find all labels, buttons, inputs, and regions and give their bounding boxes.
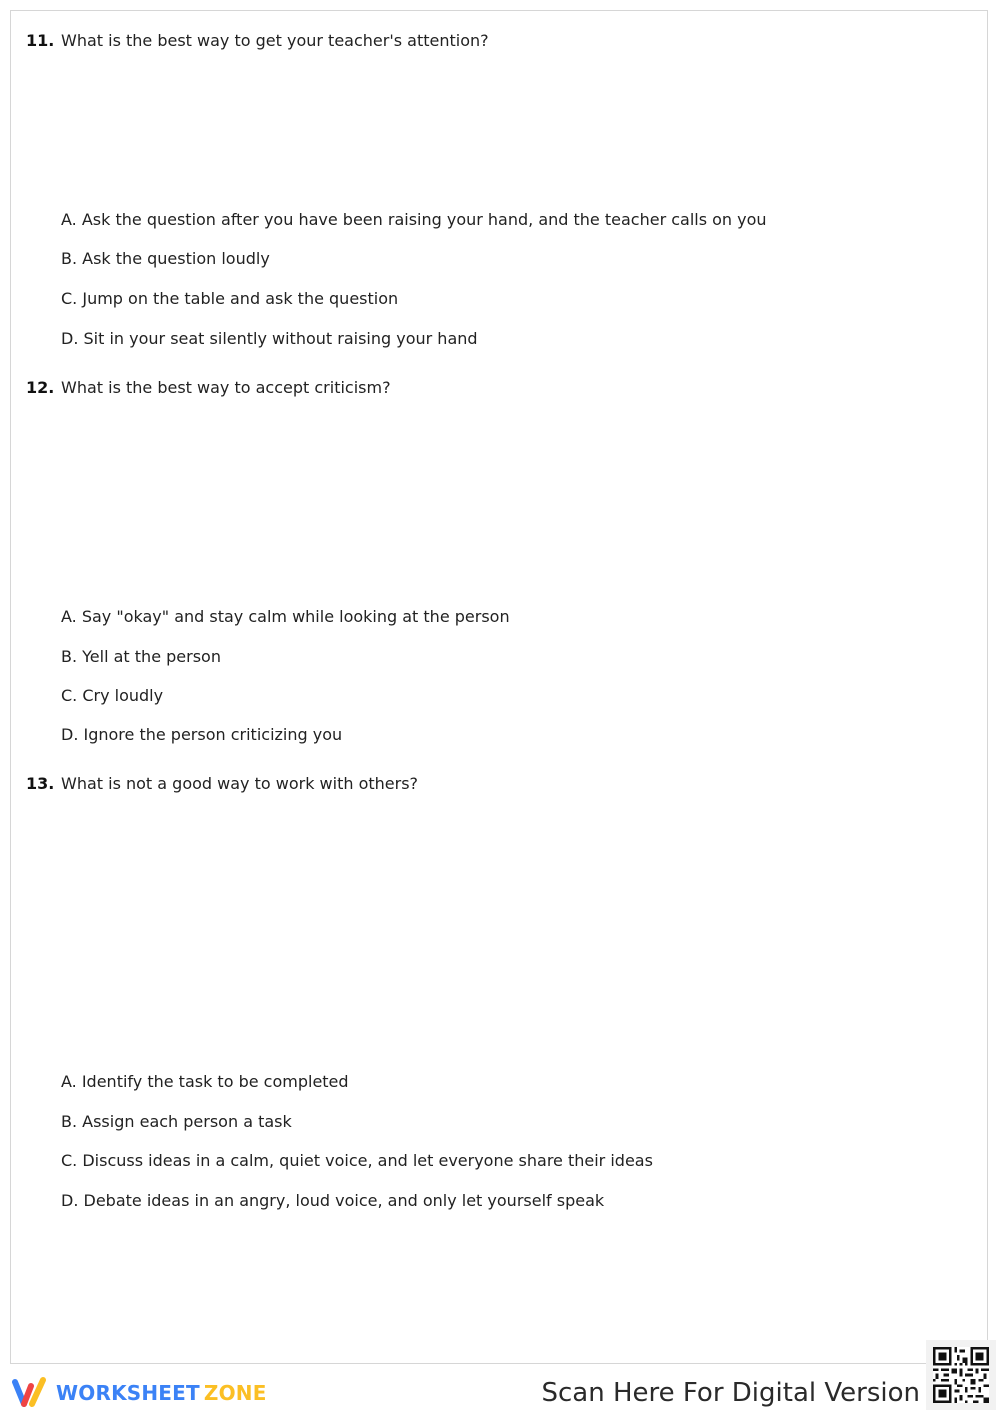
answer-option: D. Ignore the person criticizing you [61,725,343,744]
worksheetzone-logo[interactable] [10,1376,267,1410]
answer-option: B. Assign each person a task [61,1112,292,1131]
question-number: 13. [26,774,55,793]
question-text: What is the best way to get your teacher's attention? [61,31,489,50]
question-number: 11. [26,31,55,50]
brand-name-zone: ZONE [203,1381,267,1405]
answer-option: A. Say "okay" and stay calm while looking at the person [61,607,510,626]
question-text: What is not a good way to work with others? [61,774,419,793]
answer-option: D. Sit in your seat silently without raising your hand [61,329,478,348]
answer-option: B. Ask the question loudly [61,249,270,268]
answer-option: C. Cry loudly [61,686,164,705]
answer-option: D. Debate ideas in an angry, loud voice, and only let yourself speak [61,1191,605,1210]
question-number: 12. [26,378,55,397]
worksheetzone-w-logo-icon [10,1376,50,1410]
question-13 [26,774,418,793]
question-12 [26,378,391,397]
scan-label: Scan Here For Digital Version [541,1378,920,1408]
brand-name-worksheet: WORKSHEET [56,1381,200,1405]
answer-option: C. Discuss ideas in a calm, quiet voice, and let everyone share their ideas [61,1151,653,1170]
qr-code-icon [933,1347,989,1403]
question-11 [26,31,489,50]
answer-option: C. Jump on the table and ask the question [61,289,399,308]
answer-option: A. Ask the question after you have been raising your hand, and the teacher calls on you [61,210,767,229]
answer-option: B. Yell at the person [61,647,221,666]
answer-option: A. Identify the task to be completed [61,1072,349,1091]
qr-code[interactable] [926,1340,996,1410]
question-text: What is the best way to accept criticism? [61,378,391,397]
